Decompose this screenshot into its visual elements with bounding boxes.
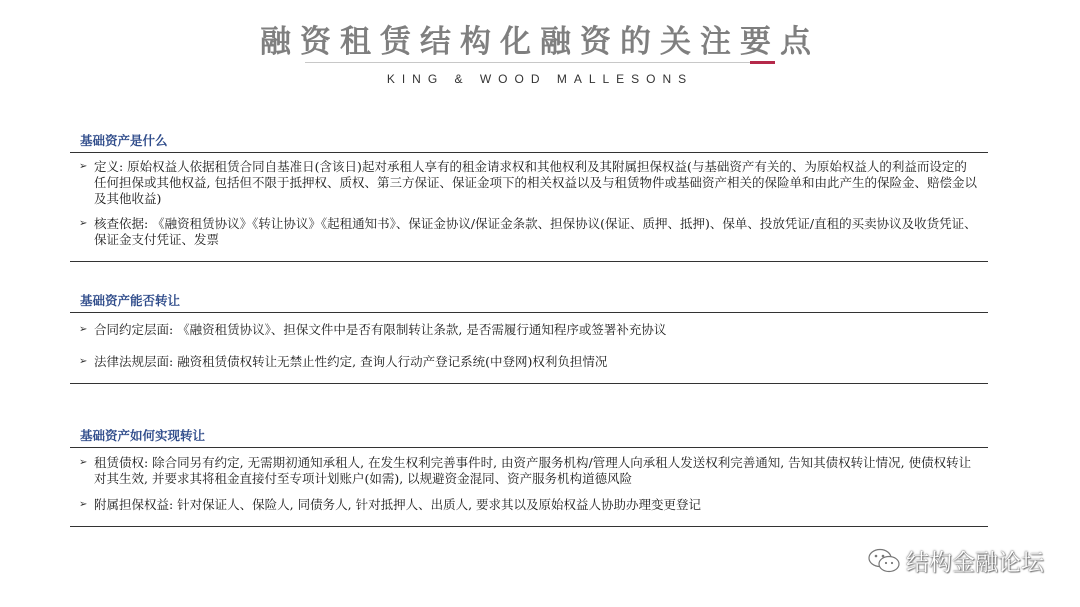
arrow-bullet-icon: ➢ <box>79 218 88 229</box>
section-heading: 基础资产是什么 <box>70 130 988 153</box>
page-title: 融资租赁结构化融资的关注要点 <box>260 24 820 60</box>
bullet-text: 合同约定层面: 《融资租赁协议》、担保文件中是否有限制转让条款, 是否需履行通知程序或签署补充协议 <box>94 322 667 337</box>
bullet-item <box>70 455 988 487</box>
section-what-is-underlying-asset <box>70 130 988 262</box>
section-body <box>70 313 988 384</box>
title-divider <box>305 62 775 63</box>
bullet-item <box>70 497 988 513</box>
bullet-text: 核查依据: 《融资租赁协议》《转让协议》《起租通知书》、保证金协议/保证金条款、担保协议(保证、质押、抵押)、保单、投放凭证/直租的买卖协议及收货凭证、保证金支付凭证、发票 <box>94 216 977 247</box>
wechat-icon <box>868 548 900 574</box>
bullet-item <box>70 354 988 370</box>
section-body <box>70 153 988 262</box>
watermark-text: 结构金融论坛 <box>906 550 1044 576</box>
section-body <box>70 448 988 527</box>
arrow-bullet-icon: ➢ <box>79 161 88 172</box>
arrow-bullet-icon: ➢ <box>79 324 88 335</box>
section-can-asset-be-transferred <box>70 290 988 384</box>
bullet-text: 定义: 原始权益人依据租赁合同自基准日(含该日)起对承租人享有的租金请求权和其他权利及其附属担保权益(与基础资产有关的、为原始权益人的利益而设定的任何担保或其他权益, 包括但不限于抵押权、质权、第三方保证、保证金项下的相关权益以及与租赁物件或基础资产相关的保险单和由此产生的保险金、赔偿金以及其他收益) <box>94 159 977 206</box>
arrow-bullet-icon: ➢ <box>79 356 88 367</box>
section-heading: 基础资产如何实现转让 <box>70 425 988 448</box>
firm-name: KING & WOOD MALLESONS <box>386 72 694 86</box>
bullet-item <box>70 322 988 338</box>
bullet-text: 附属担保权益: 针对保证人、保险人, 同债务人, 针对抵押人、出质人, 要求其以及原始权益人协助办理变更登记 <box>94 497 702 512</box>
bullet-item <box>70 216 988 248</box>
section-how-to-transfer <box>70 425 988 527</box>
title-accent-bar <box>750 61 775 64</box>
section-heading: 基础资产能否转让 <box>70 290 988 313</box>
bullet-text: 租赁债权: 除合同另有约定, 无需期初通知承租人, 在发生权利完善事件时, 由资产服务机构/管理人向承租人发送权利完善通知, 告知其债权转让情况, 使债权转让对其生效, 并要求其将租金直接付至专项计划账户(如需), 以规避资金混同、资产服务机构道德风险 <box>94 455 972 486</box>
bullet-item <box>70 159 988 207</box>
watermark <box>868 544 1044 577</box>
bullet-text: 法律法规层面: 融资租赁债权转让无禁止性约定, 查询人行动产登记系统(中登网)权利负担情况 <box>94 354 608 369</box>
arrow-bullet-icon: ➢ <box>79 499 88 510</box>
arrow-bullet-icon: ➢ <box>79 457 88 468</box>
